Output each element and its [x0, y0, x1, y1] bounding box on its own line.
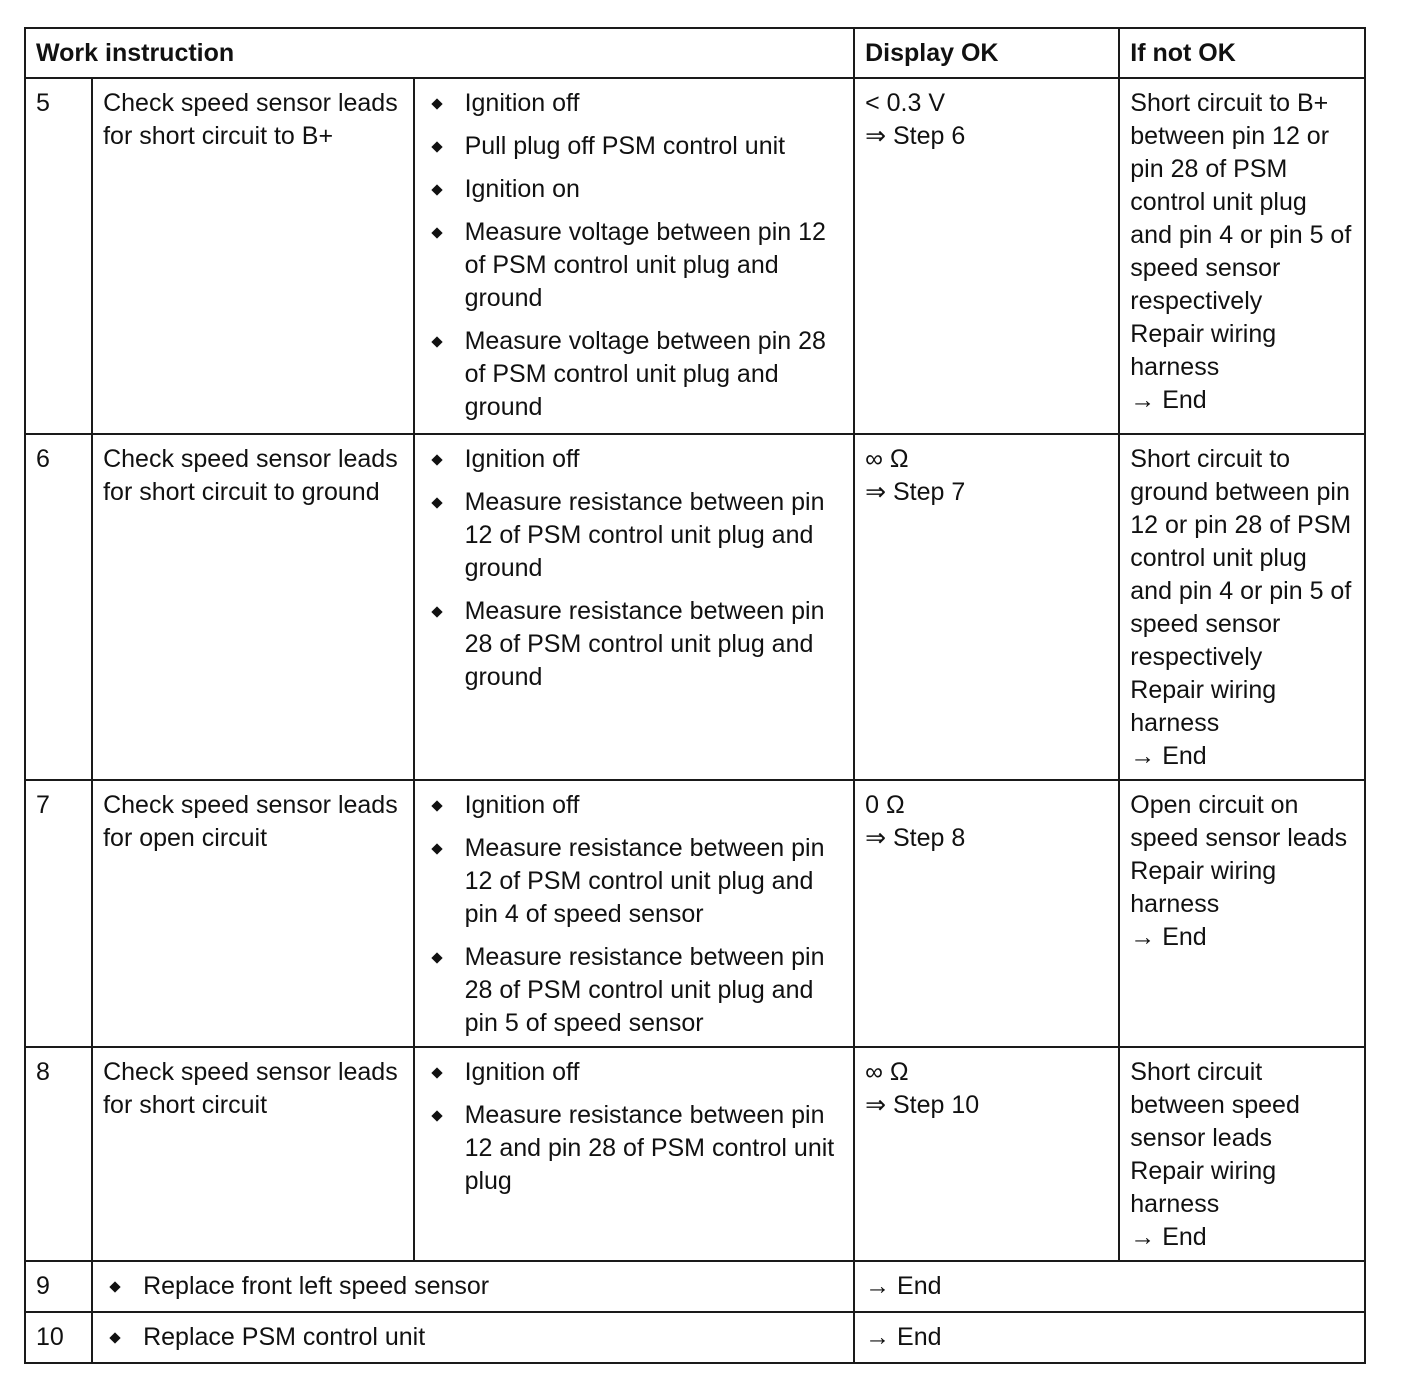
action-item: Measure resistance between pin 28 of PSM control unit plug and ground — [425, 595, 844, 694]
step-result: → End — [854, 1261, 1365, 1312]
bullet-icon — [431, 800, 442, 811]
action-item: Measure voltage between pin 12 of PSM control unit plug and ground — [425, 216, 844, 315]
action-item: Measure voltage between pin 28 of PSM control unit plug and ground — [425, 325, 844, 424]
action-item: Ignition on — [425, 173, 844, 206]
step-description: Check speed sensor leads for short circuit to B+ — [92, 78, 413, 434]
step-number: 9 — [25, 1261, 92, 1312]
step-actions — [414, 780, 855, 1047]
action-item: Ignition off — [425, 87, 844, 120]
step-number: 8 — [25, 1047, 92, 1261]
step-actions — [414, 1047, 855, 1261]
step-description: Check speed sensor leads for open circuit — [92, 780, 413, 1047]
if-not-ok-value: Short circuit between speed sensor leads Repair wiring harness → End — [1119, 1047, 1365, 1261]
action-item: Ignition off — [425, 443, 844, 476]
header-if-not-ok: If not OK — [1119, 28, 1365, 78]
display-ok-value: ∞ Ω ⇒ Step 10 — [854, 1047, 1119, 1261]
if-not-ok-value: Short circuit to ground between pin 12 or pin 28 of PSM control unit plug and pin 4 or pin 5 of speed sensor respectively Repair wiring harness → End — [1119, 434, 1365, 780]
bullet-icon — [431, 227, 442, 238]
table-row — [25, 434, 1365, 780]
step-number: 10 — [25, 1312, 92, 1363]
table-row — [25, 1047, 1365, 1261]
bullet-icon — [431, 1110, 442, 1121]
action-item: Pull plug off PSM control unit — [425, 130, 844, 163]
bullet-icon — [431, 952, 442, 963]
bullet-icon — [431, 184, 442, 195]
bullet-icon — [431, 606, 442, 617]
table-row — [25, 78, 1365, 434]
table-row — [25, 1261, 1365, 1312]
bullet-icon — [431, 454, 442, 465]
action-item: Ignition off — [425, 1056, 844, 1089]
step-description: Check speed sensor leads for short circuit — [92, 1047, 413, 1261]
bullet-icon — [431, 336, 442, 347]
step-action: Replace PSM control unit — [92, 1312, 854, 1363]
bullet-icon — [431, 98, 442, 109]
if-not-ok-value: Short circuit to B+ between pin 12 or pin 28 of PSM control unit plug and pin 4 or pin 5 of speed sensor respectively Repair wiring harness → End — [1119, 78, 1365, 434]
step-actions — [414, 434, 855, 780]
step-actions — [414, 78, 855, 434]
bullet-icon — [431, 141, 442, 152]
if-not-ok-value: Open circuit on speed sensor leads Repair wiring harness → End — [1119, 780, 1365, 1047]
header-display-ok: Display OK — [854, 28, 1119, 78]
bullet-icon — [431, 843, 442, 854]
action-item: Measure resistance between pin 12 and pin 28 of PSM control unit plug — [425, 1099, 844, 1198]
display-ok-value: < 0.3 V ⇒ Step 6 — [854, 78, 1119, 434]
work-instruction-table — [24, 27, 1366, 1364]
bullet-icon — [431, 497, 442, 508]
bullet-icon — [109, 1332, 120, 1343]
action-item: Ignition off — [425, 789, 844, 822]
document-page — [24, 27, 1366, 1364]
bullet-icon — [109, 1281, 120, 1292]
table-row — [25, 780, 1365, 1047]
step-number: 6 — [25, 434, 92, 780]
action-item: Measure resistance between pin 12 of PSM control unit plug and pin 4 of speed sensor — [425, 832, 844, 931]
table-row — [25, 1312, 1365, 1363]
action-item: Measure resistance between pin 28 of PSM control unit plug and pin 5 of speed sensor — [425, 941, 844, 1040]
step-description: Check speed sensor leads for short circuit to ground — [92, 434, 413, 780]
step-action: Replace front left speed sensor — [92, 1261, 854, 1312]
display-ok-value: ∞ Ω ⇒ Step 7 — [854, 434, 1119, 780]
table-header-row — [25, 28, 1365, 78]
bullet-icon — [431, 1067, 442, 1078]
step-result: → End — [854, 1312, 1365, 1363]
action-item: Measure resistance between pin 12 of PSM control unit plug and ground — [425, 486, 844, 585]
step-number: 5 — [25, 78, 92, 434]
step-number: 7 — [25, 780, 92, 1047]
header-work-instruction: Work instruction — [25, 28, 854, 78]
display-ok-value: 0 Ω ⇒ Step 8 — [854, 780, 1119, 1047]
